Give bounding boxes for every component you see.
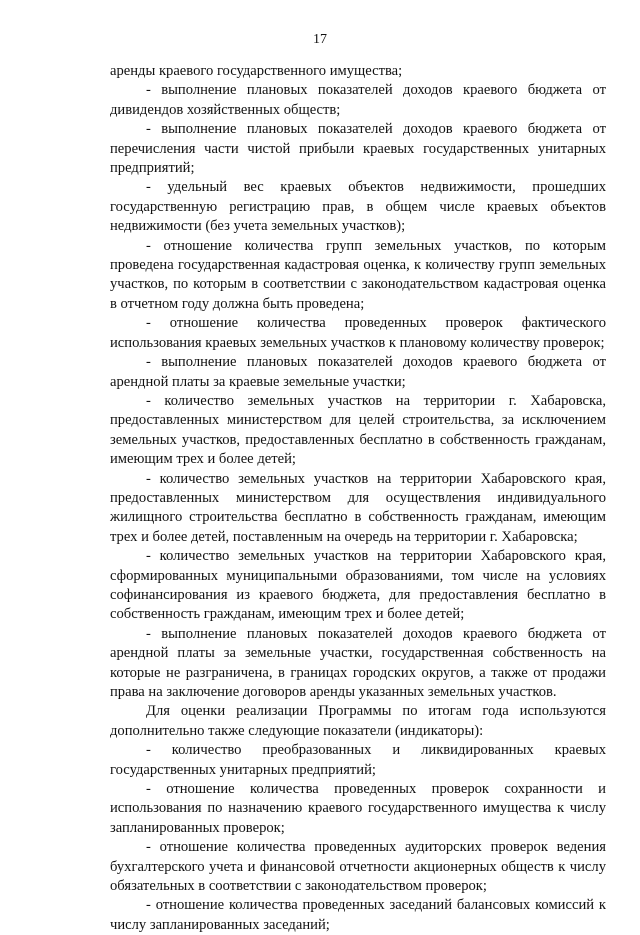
paragraph: - количество земельных участков на территории Хабаровского края, предоставленных министерством для осуществления индивидуального жилищного строительства бесплатно в собственность гражданам, имеющим трех и более детей, поставленным на очередь на территории г. Хабаровска;	[110, 470, 606, 545]
paragraph: - количество земельных участков на территории Хабаровского края, сформированных муниципальными образованиями, том числе на условиях софинансирования из краевого бюджета, для предоставления бесплатно в собственность гражданам, имеющим трех и более детей;	[110, 548, 606, 623]
paragraph: - выполнение плановых показателей доходов краевого бюджета от перечисления части чистой прибыли краевых государственных унитарных предприятий;	[110, 121, 606, 177]
page-number: 17	[313, 32, 327, 47]
paragraph: - отношение количества проведенных проверок фактического использования краевых земельных участков к плановому количеству проверок;	[110, 315, 606, 351]
paragraph: аренды краевого государственного имущества;	[110, 63, 403, 79]
paragraph: - количество земельных участков на территории г. Хабаровска, предоставленных министерством для целей строительства, за исключением земельных участков, предоставленных бесплатно в собственность гражданам, имеющим трех и более детей;	[110, 392, 606, 468]
paragraph: - количество преобразованных и ликвидированных краевых государственных унитарных предприятий;	[110, 742, 606, 778]
paragraph: - отношение количества проведенных проверок сохранности и использования по назначению краевого государственного имущества к числу запланированных проверок;	[110, 781, 606, 836]
paragraph: - выполнение плановых показателей доходов краевого бюджета от арендной платы за краевые земельные участки;	[110, 354, 606, 390]
paragraph: - отношение количества проведенных аудиторских проверок ведения бухгалтерского учета и финансовой отчетности акционерных обществ к числу обязательных в соответствии с законодательством проверок;	[110, 839, 606, 895]
paragraph: - удельный вес краевых объектов недвижимости, прошедших государственную регистрацию прав, в общем числе краевых объектов недвижимости (без учета земельных участков);	[110, 179, 606, 235]
paragraph: - выполнение плановых показателей доходов краевого бюджета от арендной платы за земельные участки, государственная собственность на которые не разграничена, в границах городских округов, а также от продажи права на заключение договоров аренды указанных земельных участков.	[110, 625, 606, 700]
paragraph: Для оценки реализации Программы по итогам года используются дополнительно также следующие показатели (индикаторы):	[110, 703, 606, 739]
document-body	[110, 62, 606, 935]
paragraph: - отношение количества групп земельных участков, по которым проведена государственная кадастровая оценка, к количеству групп земельных участков, по которым в соответствии с законодательством кадастровая оценка в отчетном году должна быть проведена;	[110, 237, 606, 312]
paragraph: - выполнение плановых показателей доходов краевого бюджета от дивидендов хозяйственных обществ;	[110, 82, 606, 118]
paragraph: - отношение количества проведенных заседаний балансовых комиссий к числу запланированных заседаний;	[110, 897, 606, 933]
